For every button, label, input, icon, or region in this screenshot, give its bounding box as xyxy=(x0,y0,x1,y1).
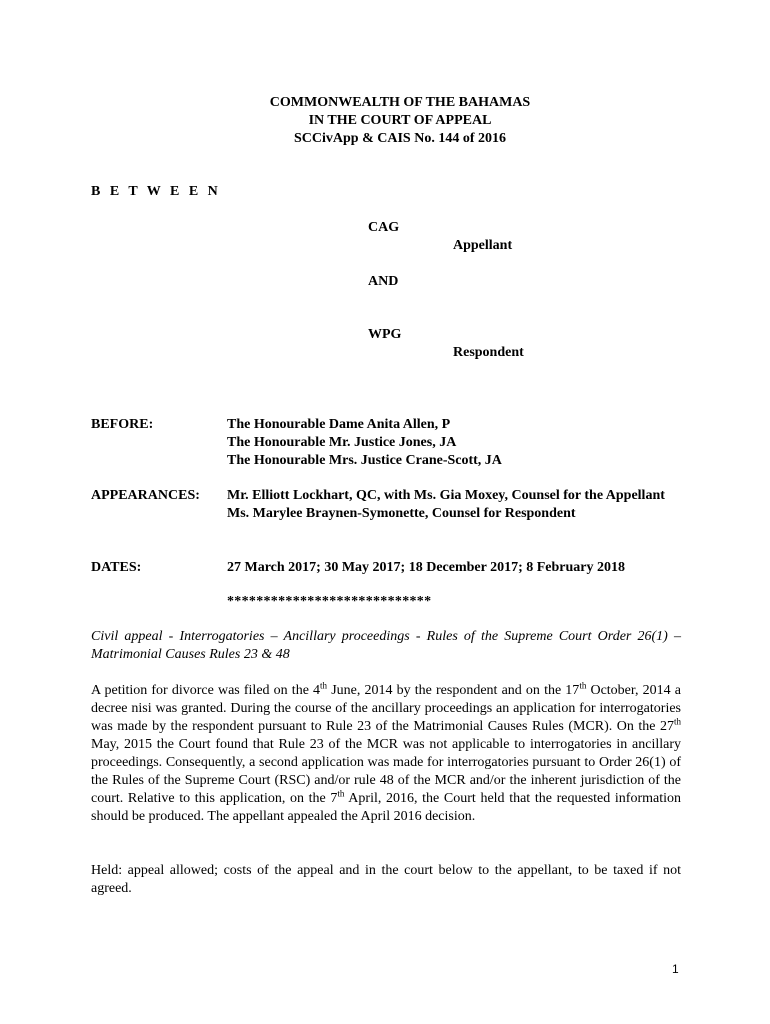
before-label: BEFORE: xyxy=(91,417,154,432)
ordinal-suffix: th xyxy=(673,716,681,727)
heading-court: IN THE COURT OF APPEAL xyxy=(308,113,492,128)
dates-label: DATES: xyxy=(91,560,142,575)
appearance-respondent: Ms. Marylee Braynen-Symonette, Counsel for Respondent xyxy=(227,506,576,521)
page-number: 1 xyxy=(672,962,679,976)
catchwords: Civil appeal - Interrogatories – Ancillary proceedings - Rules of the Supreme Court Order 26(1) – Matrimonial Causes Rules 23 & 48 xyxy=(91,629,681,662)
summary-text: April, 2016, the Court held that the requested information should be produced. The appellant appealed the April 2016 decision. xyxy=(91,791,681,824)
appearance-appellant: Mr. Elliott Lockhart, QC, with Ms. Gia Moxey, Counsel for the Appellant xyxy=(227,488,665,503)
separator-stars: **************************** xyxy=(227,594,432,609)
summary-text: May, 2015 the Court found that Rule 23 of the MCR was not applicable to interrogatories in ancillary proceedings. Consequently, a second application was made for interrogatories pursuant to Order 26(1) of the Rules of the Supreme Court (RSC) and/or rule 48 of the MCR and/or the inherent jurisdiction of the court. Relative to this application, on the 7 xyxy=(91,737,681,806)
respondent-role: Respondent xyxy=(453,345,524,360)
ordinal-suffix: th xyxy=(320,680,328,691)
heading-case-number: SCCivApp & CAIS No. 144 of 2016 xyxy=(294,131,506,146)
judge-1: The Honourable Dame Anita Allen, P xyxy=(227,417,451,432)
dates-text: 27 March 2017; 30 May 2017; 18 December 2017; 8 February 2018 xyxy=(227,560,626,575)
judge-3: The Honourable Mrs. Justice Crane-Scott, JA xyxy=(227,453,502,468)
appellant-name: CAG xyxy=(368,220,400,235)
held-paragraph: Held: appeal allowed; costs of the appeal and in the court below to the appellant, to be taxed if not agreed. xyxy=(91,863,681,896)
judge-2: The Honourable Mr. Justice Jones, JA xyxy=(227,435,457,450)
summary-text: June, 2014 by the respondent and on the 17 xyxy=(327,683,580,698)
case-heading xyxy=(200,94,600,148)
appearances-label: APPEARANCES: xyxy=(91,488,200,503)
appellant-role: Appellant xyxy=(453,238,513,253)
ordinal-suffix: th xyxy=(579,680,587,691)
ordinal-suffix: th xyxy=(337,788,345,799)
summary-text: A petition for divorce was filed on the 4 xyxy=(91,683,321,698)
appearances-list xyxy=(227,487,680,523)
summary-text: October, 2014 a decree nisi was granted. During the course of the ancillary proceedings an application for interrogatories was made by the respondent pursuant to Rule 23 of the Matrimonial Causes Rules (MCR). On the 27 xyxy=(91,683,681,734)
heading-jurisdiction: COMMONWEALTH OF THE BAHAMAS xyxy=(269,95,531,110)
summary-paragraph xyxy=(91,682,681,826)
between-label: B E T W E E N xyxy=(91,184,221,199)
judges-list xyxy=(227,416,680,470)
dates-value xyxy=(227,559,680,577)
and-separator: AND xyxy=(368,274,399,289)
respondent-name: WPG xyxy=(368,327,402,342)
